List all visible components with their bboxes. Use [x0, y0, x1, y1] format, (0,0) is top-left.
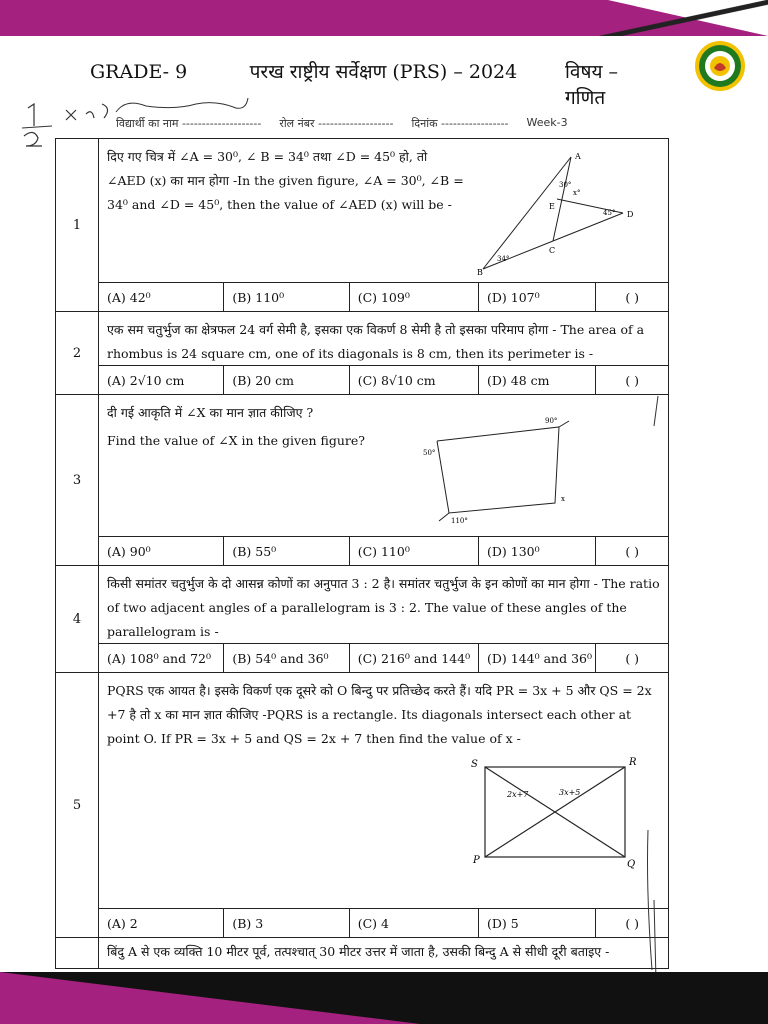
question-number — [56, 938, 99, 969]
option-b[interactable]: (B) 3 — [224, 909, 349, 937]
question-row-2 — [56, 312, 669, 395]
option-b[interactable]: (B) 55⁰ — [224, 537, 349, 565]
question-text: किसी समांतर चतुर्भुज के दो आसन्न कोणों का अनुपात 3 : 2 है। समांतर चतुर्भुज के इन कोणों का मान होगा - The ratio of two adjacent angles of a parallelogram is 3 : 2. The value of these angles of the parallelogram is - — [107, 576, 660, 639]
question-row-5 — [56, 673, 669, 938]
date-field[interactable]: दिनांक ----------------- — [411, 117, 509, 130]
top-corner-edge — [600, 0, 768, 36]
label-angle-d: 45° — [603, 209, 616, 217]
question-number: 4 — [56, 566, 99, 673]
label-pr: 3x+5 — [559, 788, 581, 797]
student-info-row — [116, 116, 668, 131]
week-label: Week-3 — [526, 116, 568, 129]
triangle-figure — [473, 149, 641, 275]
option-b[interactable]: (B) 110⁰ — [224, 283, 349, 311]
student-name-field[interactable]: विद्यार्थी का नाम -------------------- — [116, 117, 262, 130]
option-a[interactable]: (A) 108⁰ and 72⁰ — [99, 644, 224, 672]
option-d[interactable]: (D) 130⁰ — [479, 537, 596, 565]
options-row — [99, 908, 668, 937]
emblem-logo-icon — [694, 40, 746, 92]
answer-box[interactable]: ( ) — [625, 289, 640, 305]
question-text: एक सम चतुर्भुज का क्षेत्रफल 24 वर्ग सेमी है, इसका एक विकर्ण 8 सेमी है तो इसका परिमाप होगा - The area of a rhombus is 24 square cm, one of its diagonals is 8 cm, then its perimeter is - — [107, 322, 645, 361]
option-c[interactable]: (C) 4 — [350, 909, 479, 937]
answer-box[interactable]: ( ) — [625, 650, 640, 666]
options-row — [99, 365, 668, 394]
answer-box[interactable]: ( ) — [625, 915, 640, 931]
option-c[interactable]: (C) 110⁰ — [350, 537, 479, 565]
label-p: P — [473, 855, 480, 866]
answer-box[interactable]: ( ) — [625, 543, 640, 559]
option-a[interactable]: (A) 2 — [99, 909, 224, 937]
label-90: 90° — [545, 417, 558, 425]
option-a[interactable]: (A) 90⁰ — [99, 537, 224, 565]
label-50: 50° — [423, 449, 436, 457]
label-x: x° — [573, 189, 581, 197]
label-d: D — [627, 210, 634, 219]
label-angle-a: 30° — [559, 181, 572, 189]
options-row — [99, 536, 668, 565]
label-angle-b: 34° — [497, 255, 510, 263]
question-number: 5 — [56, 673, 99, 938]
label-a: A — [575, 152, 581, 161]
label-q: Q — [627, 859, 636, 870]
label-qs: 2x+7 — [507, 790, 529, 799]
label-110: 110° — [451, 517, 468, 525]
option-c[interactable]: (C) 216⁰ and 144⁰ — [350, 644, 479, 672]
option-b[interactable]: (B) 54⁰ and 36⁰ — [224, 644, 349, 672]
subject-label: विषय –गणित — [564, 61, 619, 109]
roll-number-field[interactable]: रोल नंबर ------------------- — [279, 117, 394, 130]
question-text-english: Find the value of ∠X in the given figure? — [107, 433, 365, 448]
option-d[interactable]: (D) 107⁰ — [479, 283, 596, 311]
question-row-1 — [56, 139, 669, 312]
option-c[interactable]: (C) 109⁰ — [350, 283, 479, 311]
answer-box[interactable]: ( ) — [625, 372, 640, 388]
question-row-3 — [56, 395, 669, 566]
option-d[interactable]: (D) 5 — [479, 909, 596, 937]
question-text: बिंदु A से एक व्यक्ति 10 मीटर पूर्व, तत्पश्चात् 30 मीटर उत्तर में जाता है, उसकी बिन्दु A से सीधी दूरी बताइए - — [107, 944, 610, 959]
option-c[interactable]: (C) 8√10 cm — [350, 366, 479, 394]
option-b[interactable]: (B) 20 cm — [224, 366, 349, 394]
question-text: PQRS एक आयत है। इसके विकर्ण एक दूसरे को O बिन्दु पर प्रतिच्छेद करते हैं। यदि PR = 3x + 5 और QS = 2x +7 है तो x का मान ज्ञात कीजिए -PQRS is a rectangle. Its diagonals intersect each other at point O. If PR = 3x + 5 and QS = 2x + 7 then find the value of x - — [107, 683, 652, 746]
label-s: S — [471, 759, 478, 770]
question-table — [55, 138, 669, 969]
options-row — [99, 282, 668, 311]
option-d[interactable]: (D) 48 cm — [479, 366, 596, 394]
grade-label: GRADE- 9 — [90, 61, 188, 83]
option-d[interactable]: (D) 144⁰ and 36⁰ — [479, 644, 596, 672]
question-number: 2 — [56, 312, 99, 395]
label-r: R — [629, 757, 637, 768]
option-a[interactable]: (A) 2√10 cm — [99, 366, 224, 394]
label-x: x — [561, 495, 565, 503]
question-number: 1 — [56, 139, 99, 312]
label-e: E — [549, 202, 555, 211]
question-row-6 — [56, 938, 669, 969]
exam-title: परख राष्ट्रीय सर्वेक्षण (PRS) – 2024 — [249, 61, 518, 83]
option-a[interactable]: (A) 42⁰ — [99, 283, 224, 311]
label-b: B — [477, 268, 483, 275]
question-row-4 — [56, 566, 669, 673]
bottom-purple-band — [0, 972, 420, 1024]
quadrilateral-figure — [419, 411, 599, 527]
question-text: दी गई आकृति में ∠X का मान ज्ञात कीजिए ? — [107, 405, 314, 420]
options-row — [99, 643, 668, 672]
page-header — [90, 58, 658, 109]
rectangle-figure — [455, 755, 645, 871]
label-c: C — [549, 246, 556, 255]
question-number: 3 — [56, 395, 99, 566]
question-text: दिए गए चित्र में ∠A = 30⁰, ∠ B = 34⁰ तथा ∠D = 45⁰ हो, तो ∠AED (x) का मान होगा -In the given figure, ∠A = 30⁰, ∠B = 34⁰ and ∠D = 45⁰, then the value of ∠AED (x) will be - — [107, 149, 464, 212]
